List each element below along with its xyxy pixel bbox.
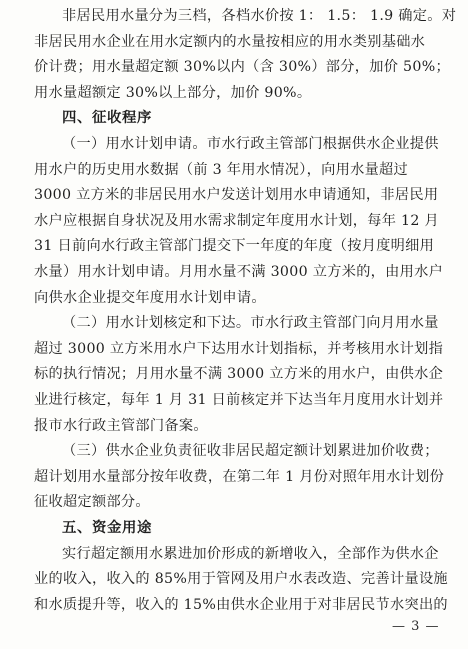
paragraph-line: 和水质提升等，收入的 15%由供水企业用于对非居民节水突出的: [34, 597, 448, 613]
paragraph-line: 报市水行政主管部门备案。: [34, 418, 208, 434]
paragraph-line: 价计费；用水量超定额 30%以内（含 30%）部分，加价 50%；: [34, 59, 450, 75]
paragraph-line: 超计划用水量部分按年收费，在第二年 1 月份对照年用水计划份: [34, 469, 445, 485]
paragraph-line: （二）用水计划核定和下达。市水行政主管部门向月用水量: [62, 315, 439, 331]
paragraph-line: 用水户的历史用水数据（前 3 年用水情况），向用水量超过: [34, 162, 409, 178]
section-heading: 四、征收程序: [62, 110, 152, 126]
paragraph-line: 标的执行情况；月用水量不满 3000 立方米的用水户，由供水企: [34, 366, 444, 382]
page-number: — 3 —: [392, 619, 440, 634]
paragraph-line: 实行超定额用水累进加价形成的新增收入，全部作为供水企: [62, 546, 439, 562]
paragraph-line: 水量）用水计划申请。月用水量不满 3000 立方米的，由用水户: [34, 264, 444, 280]
paragraph-line: （一）用水计划申请。市水行政主管部门根据供水企业提供: [62, 136, 439, 152]
paragraph-line: 水户应根据自身状况及用水需求制定年度用水计划，每年 12 月: [34, 213, 439, 229]
paragraph-line: 非居民用水量分为三档，各档水价按 1： 1.5： 1.9 确定。对: [62, 8, 457, 24]
paragraph-line: 3000 立方米的非居民用水户发送计划用水申请通知，非居民用: [34, 187, 439, 203]
section-heading: 五、资金用途: [62, 520, 152, 536]
paragraph-line: 用水量超额定 30%以上部分，加价 90%。: [34, 85, 312, 101]
paragraph-line: 业进行核定，每年 1 月 31 日前核定并下达当年月度用水计划并: [34, 392, 444, 408]
paragraph-line: 非居民用水企业在用水定额内的水量按相应的用水类别基础水: [34, 34, 426, 50]
paragraph-line: （三）供水企业负责征收非居民超定额计划累进加价收费；: [62, 443, 439, 459]
paragraph-line: 业的收入，收入的 85%用于管网及用户水表改造、完善计量设施: [34, 571, 448, 587]
paragraph-line: 向供水企业提交年度用水计划申请。: [34, 290, 266, 306]
paragraph-line: 征收超定额部分。: [34, 494, 150, 510]
paragraph-line: 31 日前向水行政主管部门提交下一年度的年度（按月度明细用: [34, 238, 435, 254]
paragraph-line: 超过 3000 立方米用水户下达用水计划指标，并考核用水计划指: [34, 341, 444, 357]
